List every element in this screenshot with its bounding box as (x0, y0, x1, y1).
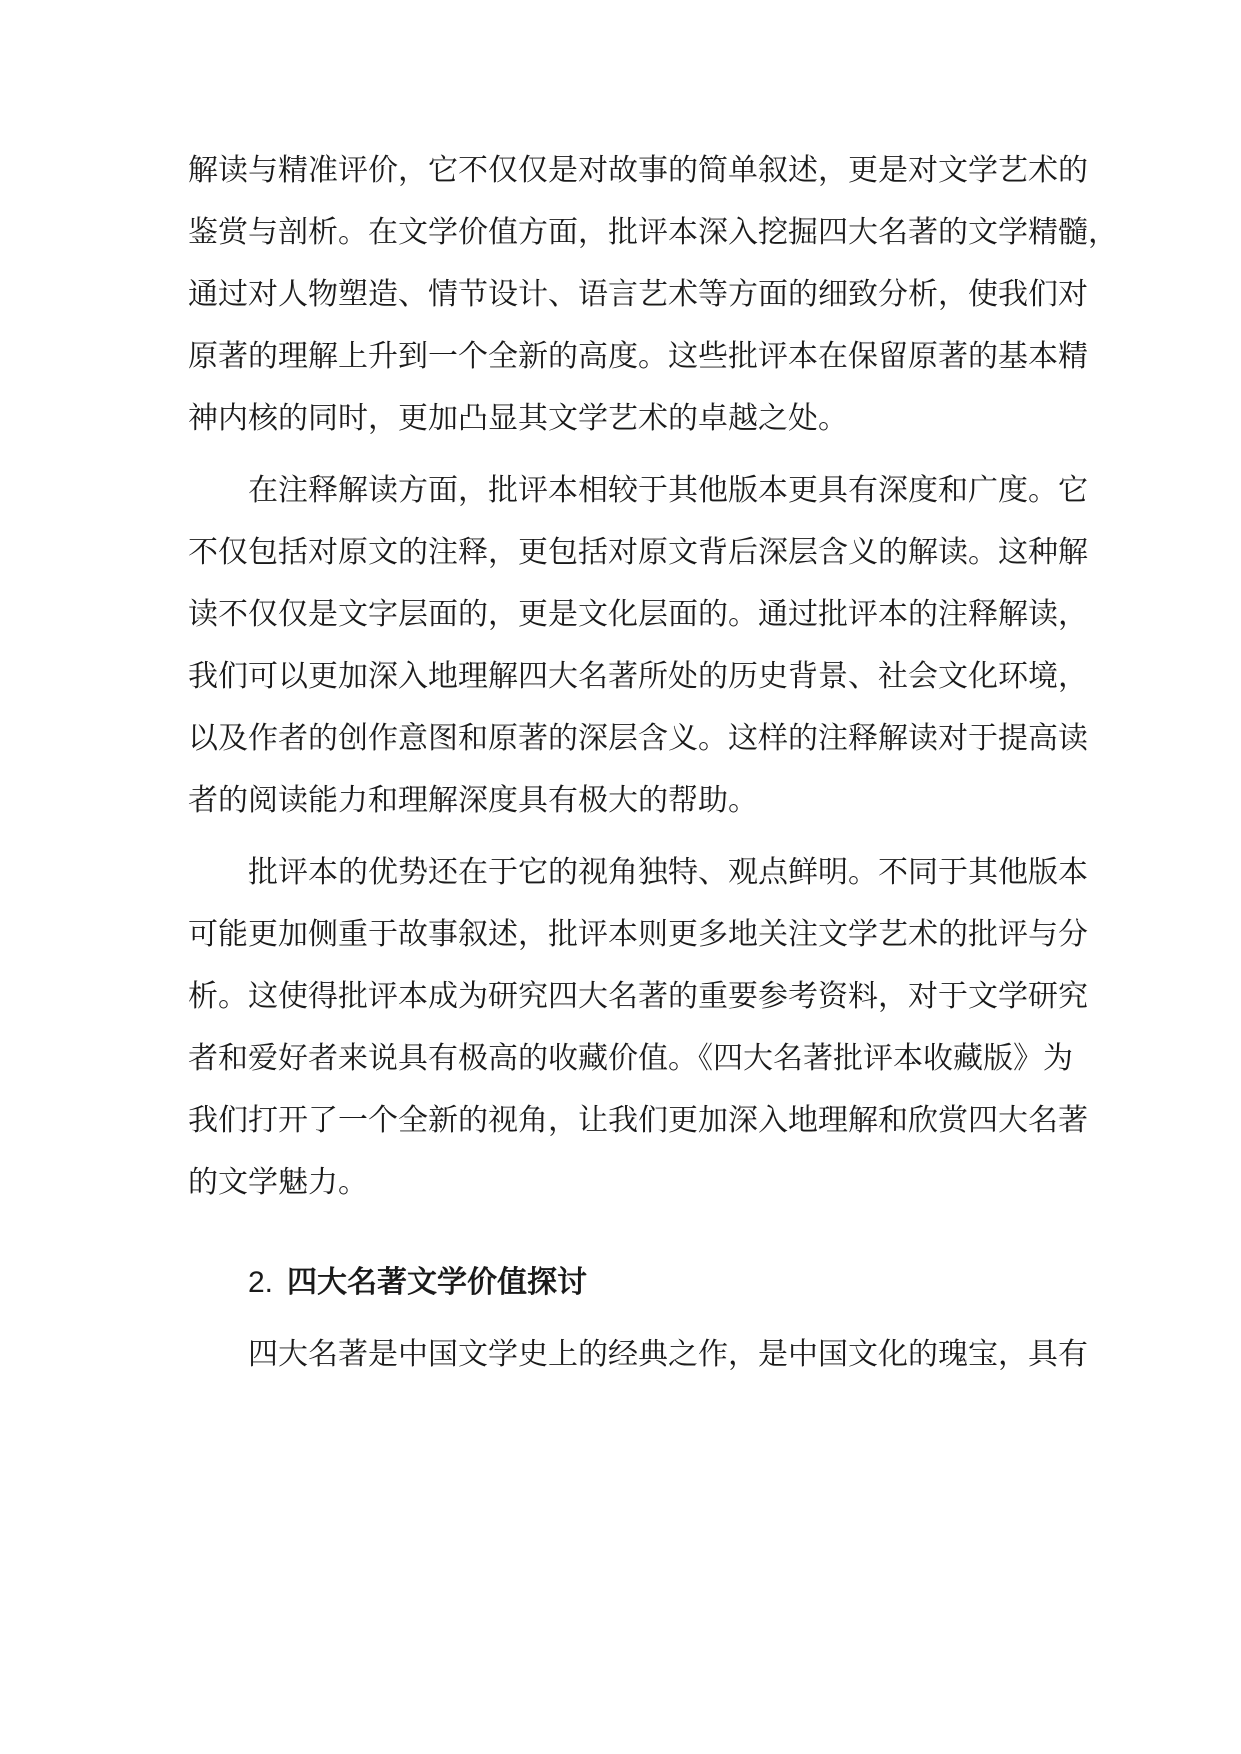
text-line: 我们可以更加深入地理解四大名著所处的历史背景、社会文化环境， (188, 659, 1088, 694)
text-line: 的文学魅力。 (188, 1165, 368, 1200)
text-line: 解读与精准评价，它不仅仅是对故事的简单叙述，更是对文学艺术的 (188, 153, 1088, 188)
text-line: 神内核的同时，更加凸显其文学艺术的卓越之处。 (188, 401, 848, 436)
section-heading (188, 1252, 1050, 1314)
paragraph-1 (188, 140, 1118, 450)
paragraph-2 (188, 460, 1088, 832)
document-page (188, 140, 1118, 1386)
text-line: 原著的理解上升到一个全新的高度。这些批评本在保留原著的基本精 (188, 339, 1088, 374)
text-line: 以及作者的创作意图和原著的深层含义。这样的注释解读对于提高读 (188, 721, 1088, 756)
text-line: 鉴赏与剖析。在文学价值方面，批评本深入挖掘四大名著的文学精髓， (188, 215, 1118, 250)
text-line: 不仅包括对原文的注释，更包括对原文背后深层含义的解读。这种解 (188, 535, 1088, 570)
section-paragraph (188, 1324, 1088, 1386)
section-title: 四大名著文学价值探讨 (287, 1265, 588, 1300)
section-gap (188, 1214, 1050, 1252)
paragraph-gap (188, 1314, 1050, 1324)
text-line: 读不仅仅是文字层面的，更是文化层面的。通过批评本的注释解读， (188, 597, 1088, 632)
text-line: 四大名著是中国文学史上的经典之作，是中国文化的瑰宝，具有 (248, 1337, 1088, 1372)
text-line: 我们打开了一个全新的视角，让我们更加深入地理解和欣赏四大名著 (188, 1103, 1088, 1138)
text-line: 在注释解读方面，批评本相较于其他版本更具有深度和广度。它 (248, 473, 1088, 508)
text-line: 析。这使得批评本成为研究四大名著的重要参考资料，对于文学研究 (188, 979, 1088, 1014)
paragraph-gap (188, 450, 1050, 460)
paragraph-gap (188, 832, 1050, 842)
text-line: 者的阅读能力和理解深度具有极大的帮助。 (188, 783, 758, 818)
text-line: 可能更加侧重于故事叙述，批评本则更多地关注文学艺术的批评与分 (188, 917, 1088, 952)
text-line: 者和爱好者来说具有极高的收藏价值。《四大名著批评本收藏版》为 (188, 1041, 1073, 1076)
text-line: 批评本的优势还在于它的视角独特、观点鲜明。不同于其他版本 (248, 855, 1088, 890)
text-line: 通过对人物塑造、情节设计、语言艺术等方面的细致分析，使我们对 (188, 277, 1088, 312)
section-number: 2. (248, 1266, 274, 1299)
paragraph-3 (188, 842, 1088, 1214)
